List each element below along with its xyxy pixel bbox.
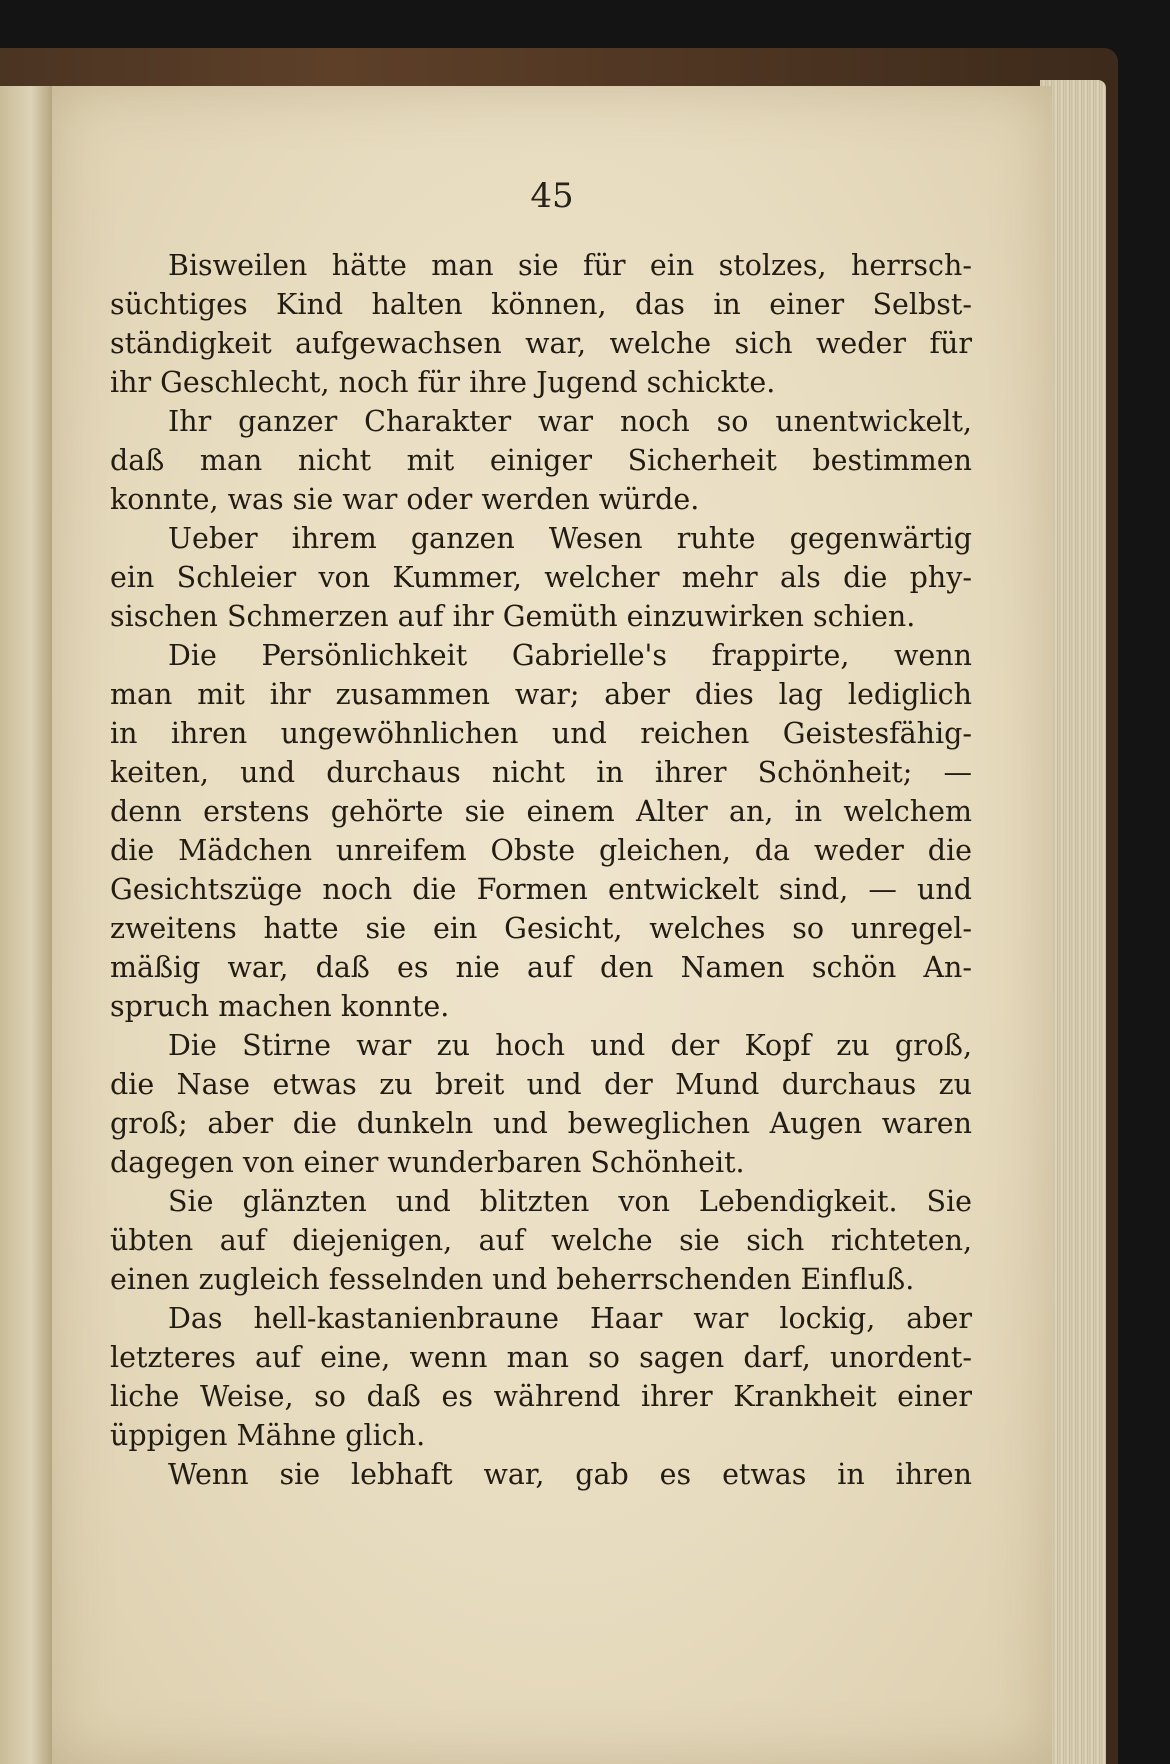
previous-page-edge bbox=[0, 86, 52, 1764]
text-line: Die Persönlichkeit Gabrielle's frappirte, wenn bbox=[168, 639, 972, 672]
text-line: in ihren ungewöhnlichen und reichen Geistesfähig- bbox=[110, 717, 972, 750]
text-line: denn erstens gehörte sie einem Alter an, in welchem bbox=[110, 795, 972, 828]
text-line: sischen Schmerzen auf ihr Gemüth einzuwirken schien. bbox=[110, 600, 916, 633]
text-line: letzteres auf eine, wenn man so sagen darf, unordent- bbox=[110, 1341, 972, 1374]
text-line: einen zugleich fesselnden und beherrschenden Einfluß. bbox=[110, 1263, 915, 1296]
text-line: üppigen Mähne glich. bbox=[110, 1419, 426, 1452]
text-line: daß man nicht mit einiger Sicherheit bestimmen bbox=[110, 444, 972, 477]
text-line: ein Schleier von Kummer, welcher mehr als die phy- bbox=[110, 561, 972, 594]
text-line: süchtiges Kind halten können, das in einer Selbst- bbox=[110, 288, 972, 321]
text-line: Die Stirne war zu hoch und der Kopf zu groß, bbox=[168, 1029, 972, 1062]
text-line: liche Weise, so daß es während ihrer Krankheit einer bbox=[110, 1380, 972, 1413]
text-line: keiten, und durchaus nicht in ihrer Schönheit; — bbox=[110, 756, 972, 789]
text-line: man mit ihr zusammen war; aber dies lag lediglich bbox=[110, 678, 972, 711]
body-text bbox=[110, 246, 972, 1494]
text-line: spruch machen konnte. bbox=[110, 990, 450, 1023]
text-line: Ueber ihrem ganzen Wesen ruhte gegenwärtig bbox=[168, 522, 972, 555]
text-line: die Nase etwas zu breit und der Mund durchaus zu bbox=[110, 1068, 972, 1101]
text-line: Wenn sie lebhaft war, gab es etwas in ihren bbox=[168, 1458, 972, 1491]
text-line: die Mädchen unreifem Obste gleichen, da weder die bbox=[110, 834, 972, 867]
text-line: Gesichtszüge noch die Formen entwickelt sind, — und bbox=[110, 873, 972, 906]
text-line: mäßig war, daß es nie auf den Namen schön An- bbox=[110, 951, 972, 984]
text-line: dagegen von einer wunderbaren Schönheit. bbox=[110, 1146, 745, 1179]
text-line: konnte, was sie war oder werden würde. bbox=[110, 483, 700, 516]
text-line: groß; aber die dunkeln und beweglichen Augen waren bbox=[110, 1107, 972, 1140]
text-line: übten auf diejenigen, auf welche sie sich richteten, bbox=[110, 1224, 972, 1257]
text-line: ständigkeit aufgewachsen war, welche sich weder für bbox=[110, 327, 972, 360]
book-page bbox=[52, 86, 1052, 1764]
text-line: Sie glänzten und blitzten von Lebendigkeit. Sie bbox=[168, 1185, 972, 1218]
text-line: Das hell-kastanienbraune Haar war lockig, aber bbox=[168, 1302, 972, 1335]
text-line: Bisweilen hätte man sie für ein stolzes, herrsch- bbox=[168, 249, 972, 282]
text-line: Ihr ganzer Charakter war noch so unentwickelt, bbox=[168, 405, 972, 438]
text-line: ihr Geschlecht, noch für ihre Jugend schickte. bbox=[110, 366, 776, 399]
page-number: 45 bbox=[530, 176, 574, 216]
text-line: zweitens hatte sie ein Gesicht, welches so unregel- bbox=[110, 912, 972, 945]
